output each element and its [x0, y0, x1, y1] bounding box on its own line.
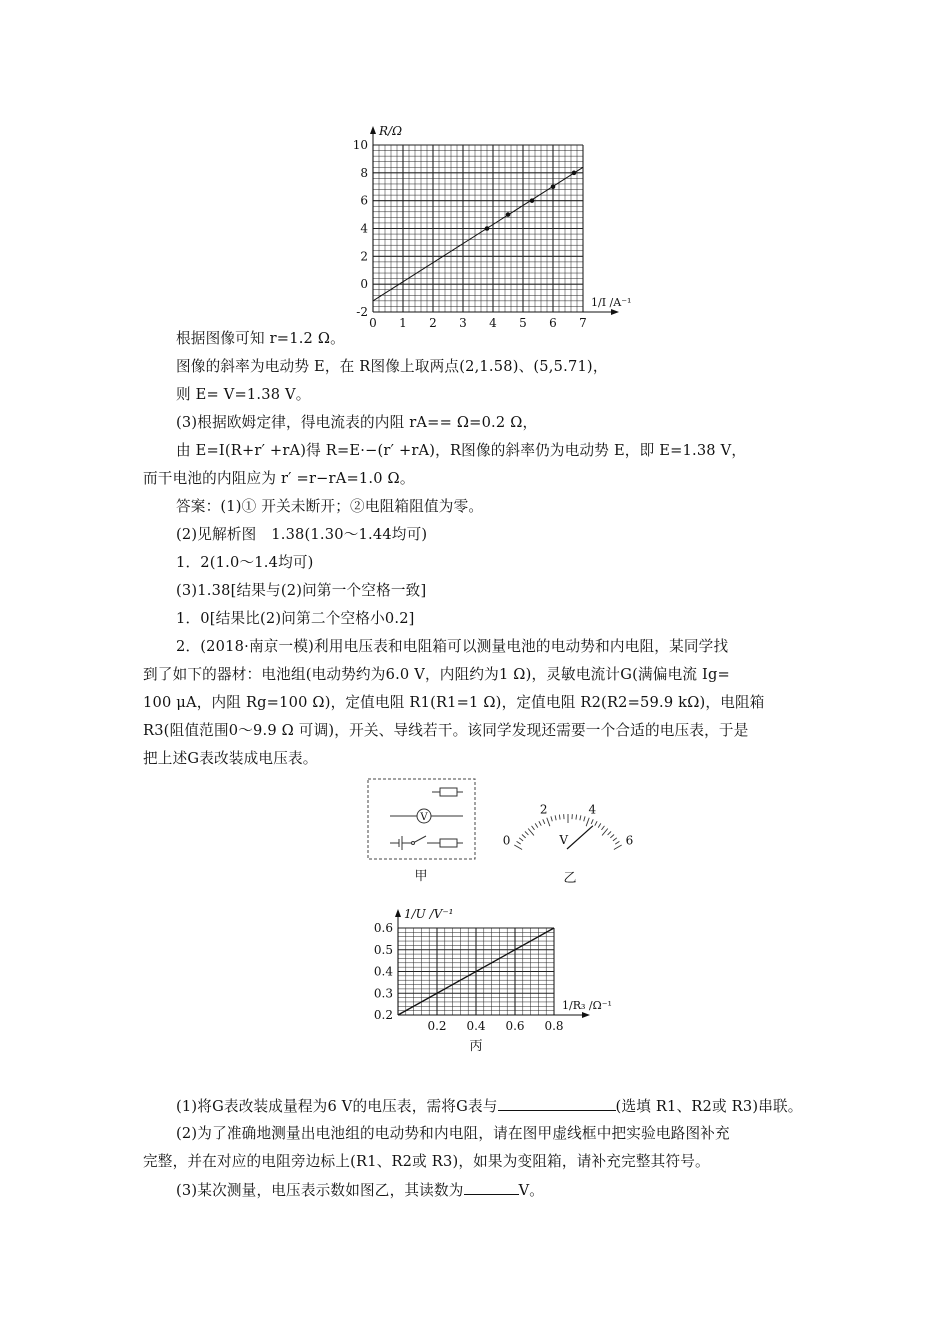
text-line: 而干电池的内阻应为 r′ =r−rA=1.0 Ω。: [143, 470, 415, 487]
x-axis-label: 1/I /A⁻¹: [591, 296, 632, 309]
gauge-tick: [551, 816, 552, 821]
answer-blank[interactable]: [498, 1096, 616, 1111]
subquestion-2-cont: 完整，并在对应的电阻旁边标上(R1、R2或 R3)，如果为变阻箱，请补充完整其符号。: [143, 1153, 710, 1170]
x-tick-label: 0.8: [544, 1019, 564, 1033]
x-tick-label: 7: [579, 316, 587, 330]
gauge-tick: [543, 819, 545, 824]
data-point: [485, 226, 490, 231]
gauge-tick: [602, 826, 605, 830]
figure-caption-jia: 甲: [414, 869, 428, 884]
resistor-icon: [440, 788, 457, 796]
gauge-tick: [602, 829, 608, 836]
gauge-unit-label: V: [559, 833, 568, 847]
x-tick-label: 3: [459, 316, 467, 330]
gauge-tick: [547, 818, 550, 826]
answer-line: (2)见解析图 1.38(1.30～1.44均可): [176, 526, 428, 543]
x-axis-arrow-icon: [611, 309, 619, 315]
y-axis-label: 1/U /V⁻¹: [404, 907, 454, 921]
subquestion-3-text-end: V。: [518, 1182, 545, 1199]
voltmeter-symbol: V: [420, 812, 428, 823]
gauge-tick: [613, 838, 617, 841]
gauge-tick: [522, 835, 526, 838]
gauge-tick: [608, 831, 611, 835]
data-point: [572, 171, 577, 176]
answer-line: 答案：(1)① 开关未断开；②电阻箱阻值为零。: [176, 498, 484, 515]
x-tick-label: 2: [429, 316, 437, 330]
text-line: 根据图像可知 r=1.2 Ω。: [176, 330, 345, 347]
y-tick-label: -2: [356, 305, 368, 319]
question-line: R3(阻值范围0～9.9 Ω 可调)，开关、导线若干。该同学发现还需要一个合适的电压表，于是: [143, 722, 749, 739]
gauge-needle: [567, 826, 593, 849]
gauge-tick: [595, 821, 597, 825]
gauge-tick: [555, 815, 556, 820]
figure-caption-yi: 乙: [563, 871, 577, 886]
y-tick-label: 0.2: [373, 1008, 393, 1022]
subquestion-2: (2)为了准确地测量出电池组的电动势和内电阻，请在图甲虚线框中把实验电路图补充: [176, 1125, 730, 1142]
text-line: 则 E= V=1.38 V。: [176, 386, 311, 403]
gauge-scale-label: 4: [588, 802, 597, 817]
y-tick-label: 0.4: [373, 964, 393, 979]
y-axis-arrow-icon: [370, 126, 376, 134]
x-tick-label: 0.6: [505, 1019, 525, 1033]
subquestion-3: [176, 1180, 544, 1201]
x-axis-label: 1/R₃ /Ω⁻¹: [562, 999, 612, 1012]
gauge-tick: [559, 815, 560, 820]
data-point: [551, 184, 556, 189]
y-tick-label: 8: [360, 165, 368, 180]
subquestion-1-text: (1)将G表改装成量程为6 V的电压表，需将G表与: [176, 1098, 498, 1115]
text-line: 由 E=I(R+r′ +rA)得 R=E·−(r′ +rA)，R图像的斜率仍为电动势 E，即 E=1.38 V，: [176, 442, 747, 459]
x-tick-label: 0.4: [466, 1019, 486, 1033]
y-tick-label: 4: [360, 221, 368, 236]
x-axis-arrow-icon: [582, 1012, 590, 1018]
y-tick-label: 0: [360, 277, 368, 292]
x-tick-label: 0: [369, 316, 377, 330]
gauge-tick: [615, 841, 619, 844]
y-axis-arrow-icon: [395, 909, 401, 917]
gauge-tick: [614, 845, 622, 850]
y-tick-label: 6: [360, 193, 368, 208]
x-tick-label: 4: [489, 316, 497, 330]
subquestion-3-text: (3)某次测量，电压表示数如图乙，其读数为: [176, 1182, 464, 1199]
gauge-tick: [519, 838, 523, 841]
answer-blank[interactable]: [464, 1180, 519, 1195]
question-line: 100 μA，内阻 Rg=100 Ω)，定值电阻 R1(R1=1 Ω)，定值电阻 R2(R2=59.9 kΩ)，电阻箱: [143, 694, 765, 711]
data-point: [506, 212, 511, 217]
x-tick-label: 6: [549, 316, 557, 330]
y-tick-label: 2: [360, 249, 368, 264]
gauge-tick: [528, 829, 534, 836]
gauge-tick: [586, 818, 589, 826]
gauge-tick: [598, 823, 601, 827]
gauge-tick: [580, 815, 581, 820]
text-line: 图像的斜率为电动势 E，在 R图像上取两点(2,1.58)、(5,5.71)，: [176, 358, 608, 375]
question-line: 2．(2018·南京一模)利用电压表和电阻箱可以测量电池的电动势和内电阻，某同学找: [176, 638, 729, 655]
gauge-tick: [591, 819, 593, 824]
switch-pivot-icon: [412, 842, 415, 845]
y-tick-label: 0.3: [373, 986, 393, 1001]
y-tick-label: 10: [352, 138, 368, 152]
answer-line: (3)1.38[结果与(2)问第一个空格一致]: [176, 582, 427, 599]
gauge-tick: [610, 835, 614, 838]
gauge-scale-label: 6: [625, 833, 634, 848]
subquestion-1-text-end: (选填 R1、R2或 R3)串联。: [615, 1098, 803, 1115]
figure-caption-bing: 丙: [469, 1039, 483, 1054]
answer-line: 1．2(1.0～1.4均可): [176, 554, 314, 571]
resistor-icon: [440, 839, 457, 847]
y-tick-label: 0.6: [373, 921, 393, 935]
x-tick-label: 5: [519, 316, 527, 330]
x-tick-label: 0.2: [427, 1019, 447, 1033]
subquestion-1: [176, 1096, 803, 1117]
gauge-tick: [514, 845, 522, 850]
gauge-tick: [584, 816, 585, 821]
gauge-tick: [525, 831, 528, 835]
text-line: (3)根据欧姆定律，得电流表的内阻 rA== Ω=0.2 Ω，: [176, 414, 538, 431]
gauge-tick: [532, 826, 535, 830]
question-line: 把上述G表改装成电压表。: [143, 750, 318, 767]
x-tick-label: 1: [399, 316, 407, 330]
gauge-tick: [517, 841, 521, 844]
y-tick-label: 0.5: [373, 942, 393, 957]
data-point: [530, 198, 535, 203]
answer-line: 1．0[结果比(2)问第二个空格小0.2]: [176, 610, 415, 627]
y-axis-label: R/Ω: [379, 124, 403, 138]
gauge-scale-label: 2: [539, 802, 548, 817]
gauge-tick: [535, 823, 538, 827]
gauge-tick: [539, 821, 541, 825]
gauge-scale-label: 0: [502, 833, 511, 848]
gauge-tick: [576, 815, 577, 820]
question-line: 到了如下的器材：电池组(电动势约为6.0 V，内阻约为1 Ω)，灵敏电流计G(满偏电流 Ig=: [143, 666, 730, 683]
